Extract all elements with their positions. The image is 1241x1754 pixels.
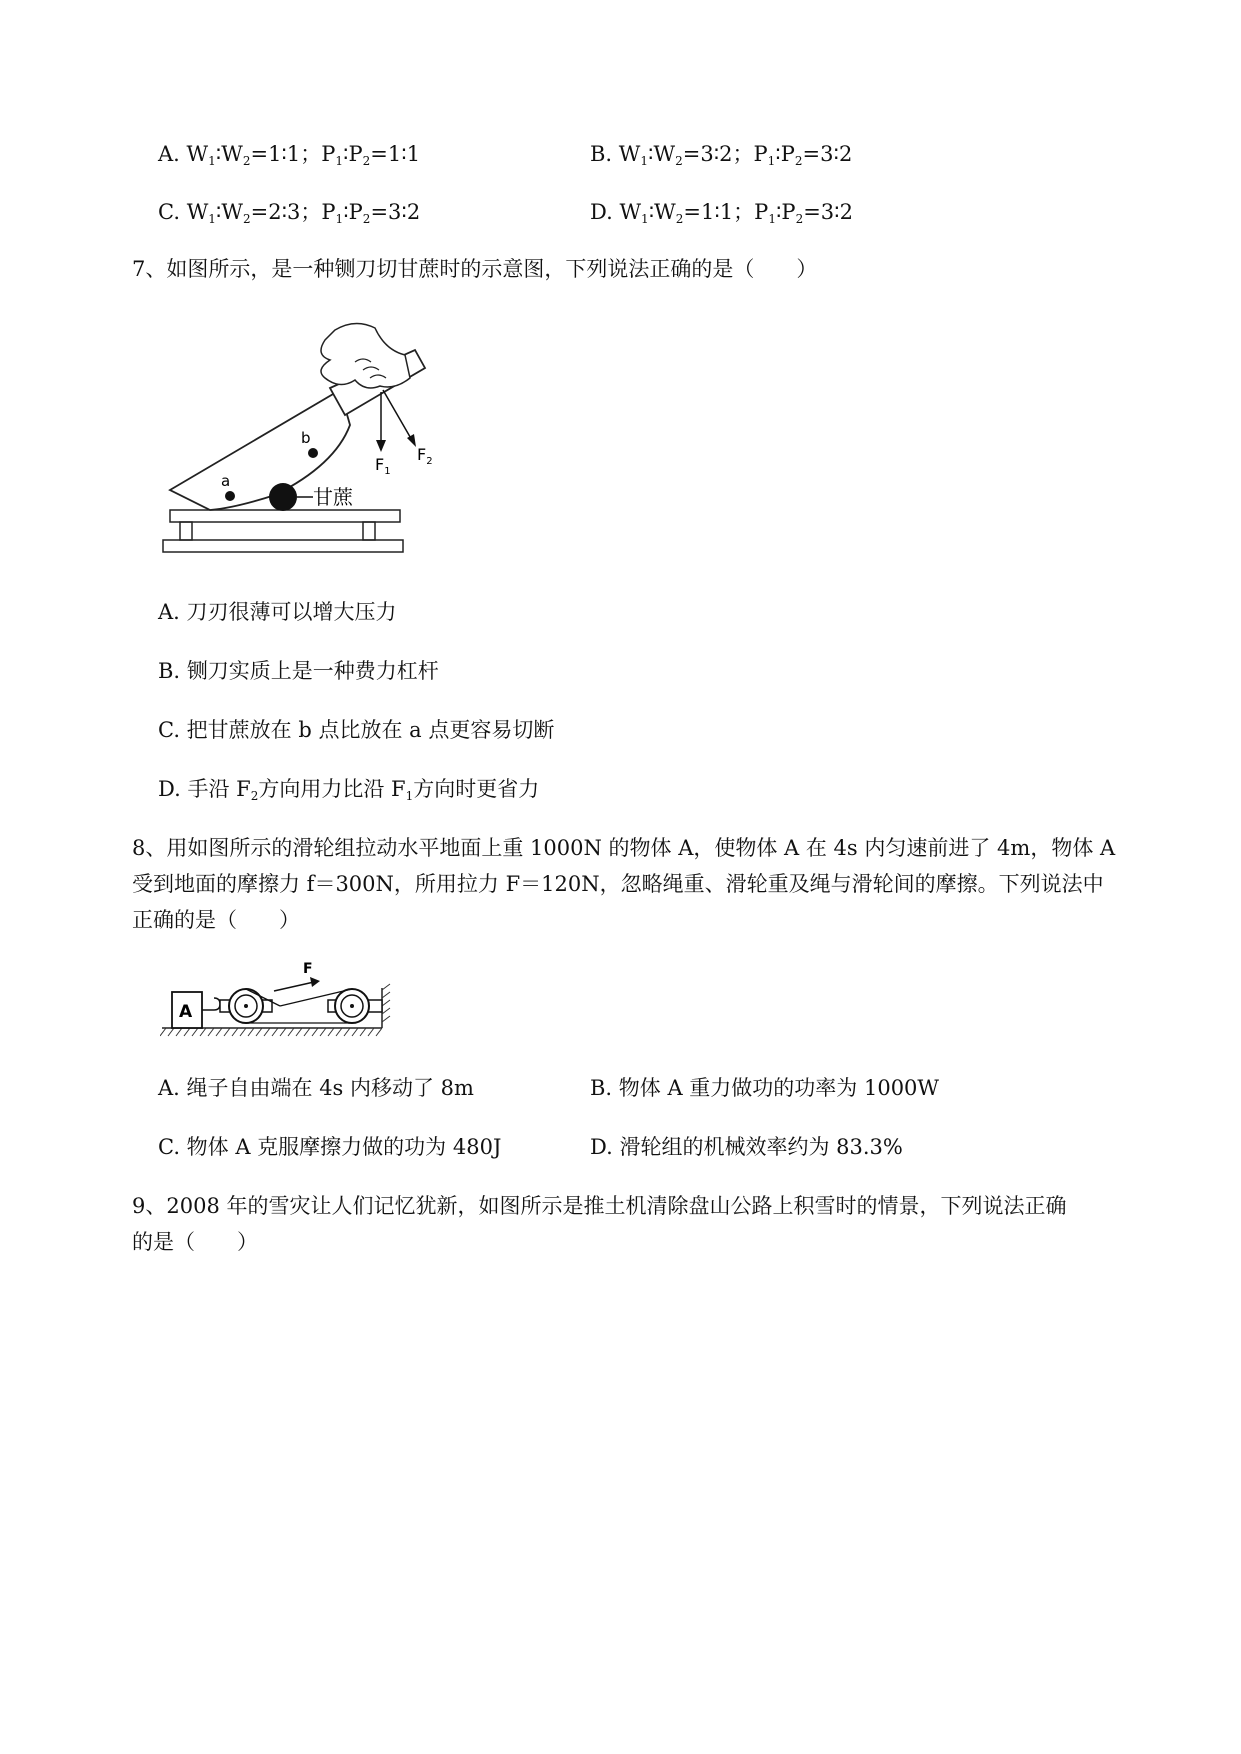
sugarcane — [269, 483, 297, 511]
q8-option-c: C. 物体 A 克服摩擦力做的功为 480J — [158, 1135, 502, 1159]
q8-option-b: B. 物体 A 重力做功的功率为 1000W — [590, 1076, 940, 1100]
point-b — [308, 448, 318, 458]
label-b: b — [301, 429, 311, 447]
q9-stem-line1: 9、2008 年的雪灾让人们记忆犹新，如图所示是推土机清除盘山公路上积雪时的情景，下列说法正确 — [132, 1194, 1067, 1218]
q6-option-a: A. $W_1∶W_2=1∶1$；$P_1∶P_2=1∶1$ — [158, 142, 421, 168]
label-f2: $F_2$ — [417, 445, 433, 467]
q7-option-a: A. 刀刃很薄可以增大压力 — [158, 600, 397, 624]
q7-option-b: B. 铡刀实质上是一种费力杠杆 — [158, 659, 439, 683]
q9-stem-line2: 的是（ ） — [132, 1230, 258, 1254]
label-a: a — [221, 472, 231, 490]
label-block-a: A — [179, 1002, 193, 1022]
cutting-board — [163, 510, 403, 552]
point-a — [225, 491, 235, 501]
fixed-pulley — [328, 989, 382, 1023]
movable-pulley — [220, 989, 272, 1023]
label-f1: $F_1$ — [375, 455, 391, 477]
q7-option-d: D. 手沿 $F_2$方向用力比沿 $F_1$方向时更省力 — [158, 777, 540, 803]
q6-option-d: D. $W_1∶W_2=1∶1$；$P_1∶P_2=3∶2$ — [590, 200, 853, 226]
ground-hatch — [160, 1028, 382, 1036]
q8-stem-line2: 受到地面的摩擦力 f＝300N，所用拉力 F＝120N，忽略绳重、滑轮重及绳与滑轮间的摩擦。下列说法中 — [132, 872, 1104, 896]
hand-outline — [321, 323, 410, 388]
label-sugarcane: 甘蔗 — [313, 485, 353, 509]
q7-option-c: C. 把甘蔗放在 b 点比放在 a 点更容易切断 — [158, 718, 555, 742]
q8-figure-pulley — [160, 960, 395, 1042]
q6-option-b: B. $W_1∶W_2=3∶2$；$P_1∶P_2=3∶2$ — [590, 142, 853, 168]
force-f-arrow — [274, 982, 314, 991]
q8-option-d: D. 滑轮组的机械效率约为 83.3% — [590, 1135, 903, 1159]
q7-figure-chopper — [155, 320, 465, 565]
force-f2-arrow — [383, 390, 413, 442]
q7-stem: 7、如图所示，是一种铡刀切甘蔗时的示意图，下列说法正确的是（ ） — [132, 257, 818, 281]
label-force-f: F — [303, 961, 313, 977]
q8-stem-line1: 8、用如图所示的滑轮组拉动水平地面上重 1000N 的物体 A，使物体 A 在 4s 内匀速前进了 4m，物体 A — [132, 836, 1116, 860]
q8-option-a: A. 绳子自由端在 4s 内移动了 8m — [158, 1076, 474, 1100]
q6-option-c: C. $W_1∶W_2=2∶3$；$P_1∶P_2=3∶2$ — [158, 200, 421, 226]
q8-stem-line3: 正确的是（ ） — [132, 908, 300, 932]
